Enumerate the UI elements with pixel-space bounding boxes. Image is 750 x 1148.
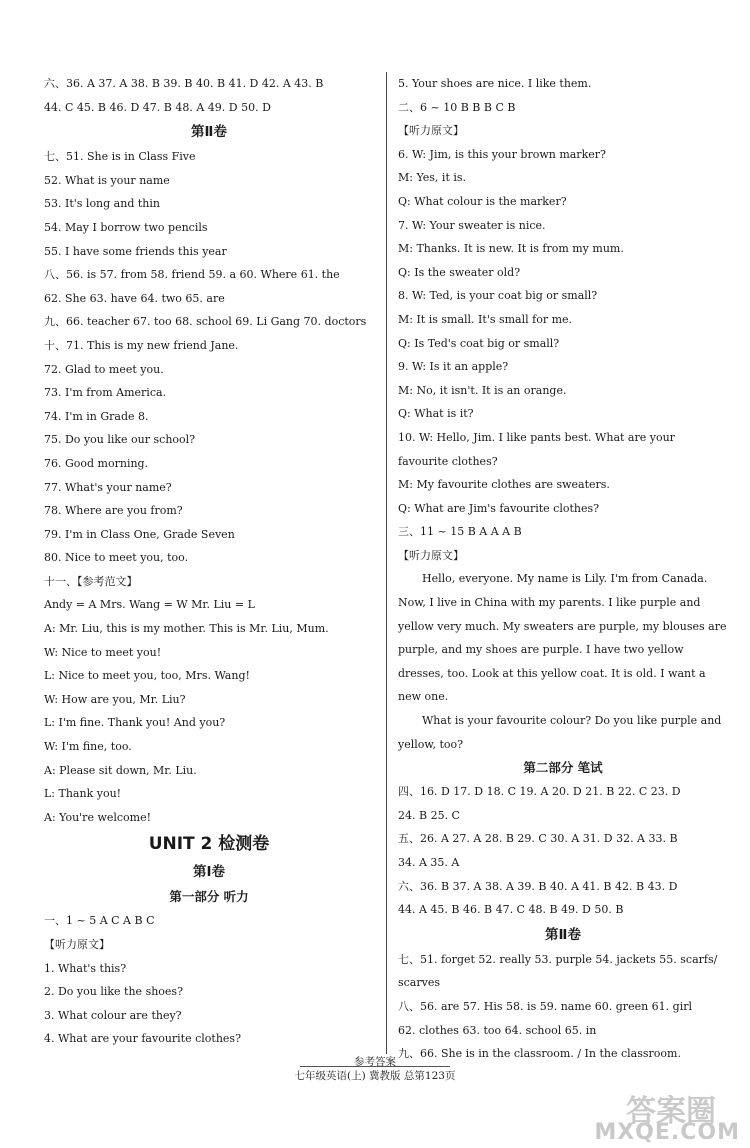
answer-line: M: It is small. It's small for me. (398, 312, 573, 326)
answer-line: W: How are you, Mr. Liu? (44, 692, 186, 706)
section-heading: 第Ⅱ卷 (191, 124, 227, 141)
section-heading: 第Ⅱ卷 (545, 926, 581, 943)
answer-line: 十、71. This is my new friend Jane. (44, 338, 239, 352)
answer-line: Andy = A Mrs. Wang = W Mr. Liu = L (44, 598, 255, 612)
answer-line: Q: Is Ted's coat big or small? (398, 336, 560, 350)
answer-line: 4. What are your favourite clothes? (44, 1032, 241, 1046)
answer-line: 78. Where are you from? (44, 504, 183, 518)
answer-line: M: Yes, it is. (398, 171, 467, 185)
answer-line: 七、51. forget 52. really 53. purple 54. jackets 55. scarfs/ scarves (398, 952, 718, 990)
answer-line: 六、36. B 37. A 38. A 39. B 40. A 41. B 42. B 43. D (398, 879, 678, 893)
left-column (44, 72, 374, 1051)
answer-line: 六、36. A 37. A 38. B 39. B 40. B 41. D 42. A 43. B (44, 77, 324, 90)
answer-line: 52. What is your name (44, 173, 170, 187)
answer-line: 八、56. is 57. from 58. friend 59. a 60. Where 61. the (44, 268, 340, 282)
answer-line: Q: Is the sweater old? (398, 265, 521, 279)
section-heading: 第一部分 听力 (169, 889, 249, 905)
answer-line: 三、11 ~ 15 B A A A B (398, 525, 522, 539)
answer-line: 80. Nice to meet you, too. (44, 551, 189, 565)
answer-line: W: I'm fine, too. (44, 740, 132, 754)
answer-line: 75. Do you like our school? (44, 433, 196, 447)
answer-line: 【听力原文】 (398, 124, 464, 138)
answer-line: 七、51. She is in Class Five (44, 150, 196, 164)
answer-line: Q: What colour is the marker? (398, 194, 567, 208)
answer-line: 九、66. teacher 67. too 68. school 69. Li Gang 70. doctors (44, 315, 367, 329)
answer-line: 五、26. A 27. A 28. B 29. C 30. A 31. D 32. A 33. B (398, 832, 678, 846)
answer-line: Hello, everyone. My name is Lily. I'm from Canada. Now, I live in China with my parents. I like purple and yellow very much. My sweaters are purple, my blouses are purple, and my shoes are purple. I have two yellow dresses, too. Look at this yellow coat. It is old. I want a new one. (398, 572, 727, 704)
answer-line: 44. C 45. B 46. D 47. B 48. A 49. D 50. D (44, 100, 271, 114)
answer-line: 53. It's long and thin (44, 197, 160, 211)
section-heading: 第二部分 笔试 (523, 760, 603, 776)
answer-line: 62. She 63. have 64. two 65. are (44, 291, 225, 305)
answer-line: 54. May I borrow two pencils (44, 220, 208, 234)
answer-line: 72. Glad to meet you. (44, 362, 164, 376)
answer-line: A: You're welcome! (44, 810, 152, 824)
answer-line: M: No, it isn't. It is an orange. (398, 383, 567, 397)
answer-line: 73. I'm from America. (44, 386, 167, 400)
footer-info: 七年级英语(上) 冀教版 总第123页 (294, 1070, 456, 1082)
answer-line: 3. What colour are they? (44, 1008, 182, 1022)
answer-line: L: Nice to meet you, too, Mrs. Wang! (44, 669, 250, 683)
answer-line: 79. I'm in Class One, Grade Seven (44, 527, 235, 541)
answer-line: 7. W: Your sweater is nice. (398, 218, 546, 232)
answer-line: 八、56. are 57. His 58. is 59. name 60. green 61. girl (398, 999, 692, 1013)
answer-line: L: Thank you! (44, 787, 122, 801)
answer-line: 九、66. She is in the classroom. / In the classroom. (398, 1047, 681, 1061)
answer-line: 9. W: Is it an apple? (398, 360, 509, 374)
answer-line: 55. I have some friends this year (44, 244, 227, 258)
answer-line: 74. I'm in Grade 8. (44, 409, 149, 423)
answer-line: 34. A 35. A (398, 856, 460, 869)
answer-line: L: I'm fine. Thank you! And you? (44, 716, 226, 730)
section-heading: 第Ⅰ卷 (192, 864, 226, 881)
answer-line: Q: What are Jim's favourite clothes? (398, 501, 600, 515)
answer-line: 77. What's your name? (44, 480, 172, 494)
answer-line: 62. clothes 63. too 64. school 65. in (398, 1023, 597, 1037)
answer-line: 【听力原文】 (44, 938, 110, 951)
watermark-logo: 答案圈 (626, 1094, 716, 1129)
answer-line: A: Please sit down, Mr. Liu. (44, 763, 197, 777)
answer-line: A: Mr. Liu, this is my mother. This is Mr. Liu, Mum. (44, 622, 329, 636)
answer-line: M: Thanks. It is new. It is from my mum. (398, 242, 624, 256)
answer-line: 5. Your shoes are nice. I like them. (398, 77, 592, 90)
answer-line: 四、16. D 17. D 18. C 19. A 20. D 21. B 22. C 23. D (398, 785, 681, 799)
column-divider (386, 72, 387, 1054)
answer-line: 二、6 ~ 10 B B B C B (398, 100, 516, 114)
watermark-url: MXQE.COM (594, 1120, 740, 1145)
answer-line: What is your favourite colour? Do you like purple and yellow, too? (398, 714, 722, 751)
answer-line: 10. W: Hello, Jim. I like pants best. What are your favourite clothes? (398, 430, 675, 468)
answer-line: W: Nice to meet you! (44, 645, 162, 659)
right-column (398, 72, 728, 1066)
section-heading: UNIT 2 检测卷 (148, 834, 270, 855)
answer-line: M: My favourite clothes are sweaters. (398, 478, 610, 492)
answer-line: 【听力原文】 (398, 548, 464, 562)
answer-line: 十一、【参考范文】 (44, 574, 138, 588)
answer-line: 1. What's this? (44, 961, 127, 975)
answer-line: 76. Good morning. (44, 456, 149, 470)
answer-line: 2. Do you like the shoes? (44, 985, 183, 999)
answer-line: 6. W: Jim, is this your brown marker? (398, 147, 606, 161)
answer-line: 8. W: Ted, is your coat big or small? (398, 289, 598, 303)
answer-line: 一、1 ~ 5 A C A B C (44, 914, 155, 928)
footer-title: 参考答案 (354, 1056, 396, 1068)
answer-line: Q: What is it? (398, 407, 474, 421)
answer-line: 24. B 25. C (398, 808, 460, 822)
answer-line: 44. A 45. B 46. B 47. C 48. B 49. D 50. B (398, 903, 624, 917)
